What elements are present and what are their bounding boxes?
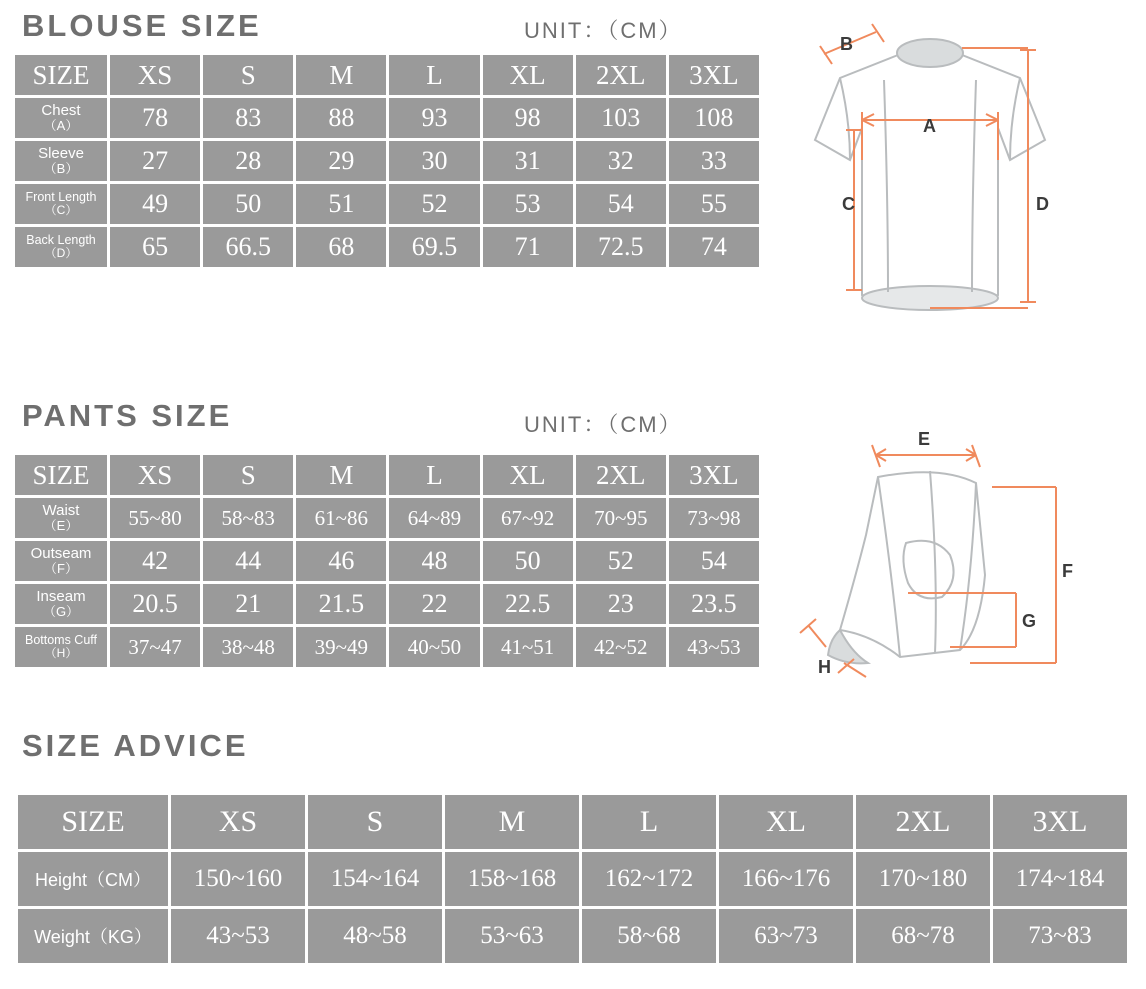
column-header: 2XL xyxy=(576,455,666,495)
cell: 88 xyxy=(296,98,386,138)
table-row xyxy=(18,852,1127,906)
cell: 50 xyxy=(203,184,293,224)
row-header: Back Length （D） xyxy=(15,227,107,267)
column-header: XS xyxy=(110,455,200,495)
cell: 108 xyxy=(669,98,759,138)
table-row xyxy=(15,141,759,181)
diagram-label-b: B xyxy=(840,34,853,54)
cell: 154~164 xyxy=(308,852,442,906)
cell: 71 xyxy=(483,227,573,267)
column-header: SIZE xyxy=(18,795,168,849)
table-header-row xyxy=(18,795,1127,849)
cell: 53 xyxy=(483,184,573,224)
table-row xyxy=(18,909,1127,963)
cell: 83 xyxy=(203,98,293,138)
cell: 50 xyxy=(483,541,573,581)
cell: 61~86 xyxy=(296,498,386,538)
cell: 23 xyxy=(576,584,666,624)
cell: 53~63 xyxy=(445,909,579,963)
cell: 78 xyxy=(110,98,200,138)
column-header: M xyxy=(296,455,386,495)
advice-title: SIZE ADVICE xyxy=(22,728,249,763)
row-header: Front Length （C） xyxy=(15,184,107,224)
cell: 150~160 xyxy=(171,852,305,906)
cell: 162~172 xyxy=(582,852,716,906)
diagram-label-d: D xyxy=(1036,194,1049,214)
cell: 174~184 xyxy=(993,852,1127,906)
column-header: XL xyxy=(483,455,573,495)
cell: 52 xyxy=(576,541,666,581)
diagram-label-h: H xyxy=(818,657,831,677)
table-row xyxy=(15,627,759,667)
cell: 69.5 xyxy=(389,227,479,267)
cell: 42 xyxy=(110,541,200,581)
cell: 72.5 xyxy=(576,227,666,267)
cell: 63~73 xyxy=(719,909,853,963)
cell: 21.5 xyxy=(296,584,386,624)
jersey-diagram xyxy=(780,20,1110,330)
column-header: SIZE xyxy=(15,455,107,495)
pants-title: PANTS SIZE xyxy=(22,398,233,433)
jersey-illustration xyxy=(780,20,1110,330)
cell: 29 xyxy=(296,141,386,181)
table-row xyxy=(15,498,759,538)
column-header: 3XL xyxy=(993,795,1127,849)
cell: 42~52 xyxy=(576,627,666,667)
column-header: L xyxy=(389,455,479,495)
cell: 22.5 xyxy=(483,584,573,624)
cell: 66.5 xyxy=(203,227,293,267)
table-row xyxy=(15,584,759,624)
column-header: M xyxy=(296,55,386,95)
row-header: Height（CM） xyxy=(18,852,168,906)
cell: 74 xyxy=(669,227,759,267)
cell: 43~53 xyxy=(171,909,305,963)
cell: 51 xyxy=(296,184,386,224)
cell: 39~49 xyxy=(296,627,386,667)
row-header: Inseam （G） xyxy=(15,584,107,624)
cell: 98 xyxy=(483,98,573,138)
diagram-label-a: A xyxy=(923,116,936,136)
row-header: Outseam （F） xyxy=(15,541,107,581)
cell: 28 xyxy=(203,141,293,181)
cell: 65 xyxy=(110,227,200,267)
cell: 23.5 xyxy=(669,584,759,624)
cell: 54 xyxy=(576,184,666,224)
cell: 67~92 xyxy=(483,498,573,538)
column-header: S xyxy=(308,795,442,849)
cell: 32 xyxy=(576,141,666,181)
cell: 41~51 xyxy=(483,627,573,667)
row-header: Weight（KG） xyxy=(18,909,168,963)
cell: 43~53 xyxy=(669,627,759,667)
column-header: 2XL xyxy=(576,55,666,95)
cell: 48~58 xyxy=(308,909,442,963)
cell: 58~68 xyxy=(582,909,716,963)
cell: 38~48 xyxy=(203,627,293,667)
cell: 40~50 xyxy=(389,627,479,667)
cell: 46 xyxy=(296,541,386,581)
blouse-size-table xyxy=(12,52,762,270)
column-header: 2XL xyxy=(856,795,990,849)
column-header: S xyxy=(203,455,293,495)
cell: 44 xyxy=(203,541,293,581)
cell: 68~78 xyxy=(856,909,990,963)
diagram-label-e: E xyxy=(918,429,931,449)
cell: 73~98 xyxy=(669,498,759,538)
cell: 73~83 xyxy=(993,909,1127,963)
row-header: Sleeve （B） xyxy=(15,141,107,181)
table-row xyxy=(15,184,759,224)
blouse-unit-label: UNIT：（CM） xyxy=(524,18,683,43)
column-header: SIZE xyxy=(15,55,107,95)
table-row xyxy=(15,98,759,138)
cell: 68 xyxy=(296,227,386,267)
column-header: XS xyxy=(110,55,200,95)
table-row xyxy=(15,227,759,267)
cell: 48 xyxy=(389,541,479,581)
cell: 27 xyxy=(110,141,200,181)
table-header-row xyxy=(15,55,759,95)
cell: 33 xyxy=(669,141,759,181)
diagram-label-c: C xyxy=(842,194,855,214)
cell: 55 xyxy=(669,184,759,224)
size-advice-table xyxy=(15,792,1130,966)
column-header: M xyxy=(445,795,579,849)
row-header: Chest （A） xyxy=(15,98,107,138)
pants-unit-label: UNIT：（CM） xyxy=(524,412,683,437)
blouse-title: BLOUSE SIZE xyxy=(22,8,262,43)
shorts-illustration xyxy=(780,425,1110,695)
cell: 55~80 xyxy=(110,498,200,538)
cell: 166~176 xyxy=(719,852,853,906)
table-row xyxy=(15,541,759,581)
column-header: XL xyxy=(719,795,853,849)
cell: 52 xyxy=(389,184,479,224)
cell: 20.5 xyxy=(110,584,200,624)
table-header-row xyxy=(15,455,759,495)
diagram-label-f: F xyxy=(1062,561,1073,581)
cell: 58~83 xyxy=(203,498,293,538)
cell: 158~168 xyxy=(445,852,579,906)
shorts-diagram xyxy=(780,425,1110,695)
cell: 37~47 xyxy=(110,627,200,667)
cell: 30 xyxy=(389,141,479,181)
column-header: L xyxy=(389,55,479,95)
column-header: 3XL xyxy=(669,55,759,95)
cell: 64~89 xyxy=(389,498,479,538)
cell: 31 xyxy=(483,141,573,181)
column-header: XL xyxy=(483,55,573,95)
column-header: S xyxy=(203,55,293,95)
cell: 103 xyxy=(576,98,666,138)
diagram-label-g: G xyxy=(1022,611,1037,631)
row-header: Bottoms Cuff （H） xyxy=(15,627,107,667)
column-header: L xyxy=(582,795,716,849)
cell: 54 xyxy=(669,541,759,581)
row-header: Waist （E） xyxy=(15,498,107,538)
cell: 170~180 xyxy=(856,852,990,906)
column-header: 3XL xyxy=(669,455,759,495)
cell: 49 xyxy=(110,184,200,224)
cell: 70~95 xyxy=(576,498,666,538)
cell: 22 xyxy=(389,584,479,624)
column-header: XS xyxy=(171,795,305,849)
cell: 93 xyxy=(389,98,479,138)
cell: 21 xyxy=(203,584,293,624)
pants-size-table xyxy=(12,452,762,670)
